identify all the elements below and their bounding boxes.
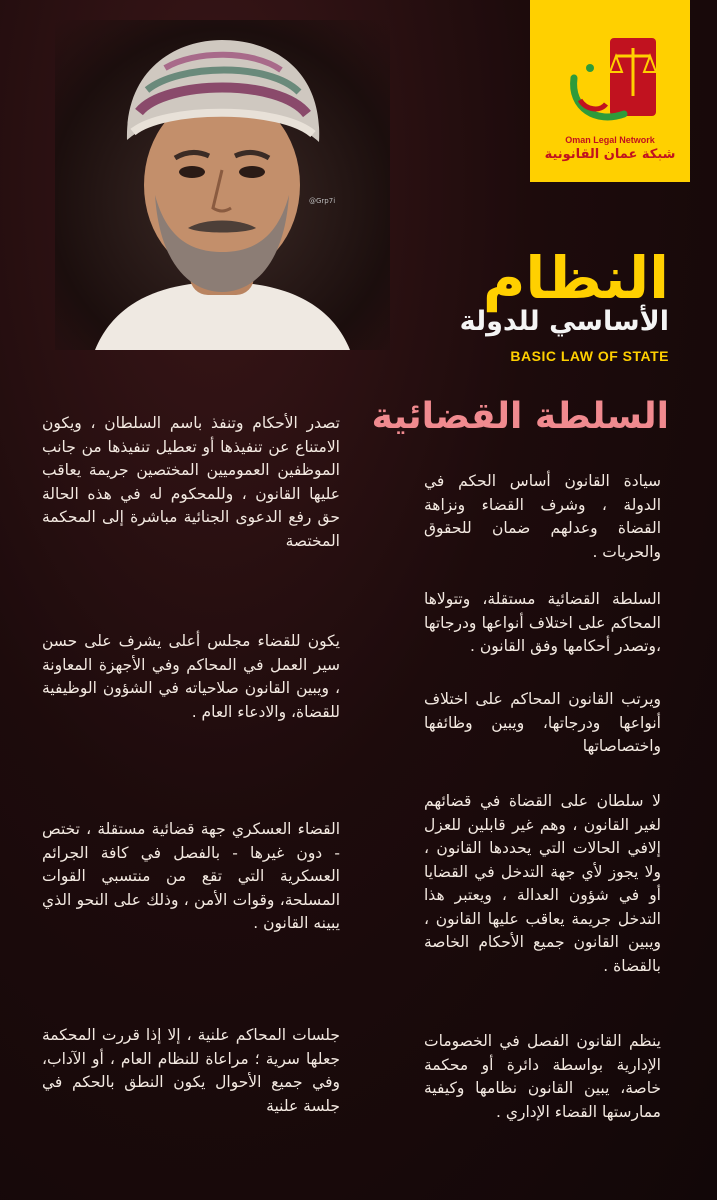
right-paragraph-3: [424, 688, 661, 759]
right-paragraph-2: [424, 588, 661, 659]
paragraph-text: تصدر الأحكام وتنفذ باسم السلطان ، ويكون الامتناع عن تنفيذها أو تعطيل تنفيذها من جانب الموظفين العموميين المختصين جريمة يعاقب عليها القانون ، وللمحكوم له في هذه الحالة حق رفع الدعوى الجنائية مباشرة إلى المحكمة المختصة: [42, 414, 340, 550]
left-paragraph-4: [42, 1024, 340, 1118]
section-heading: السلطة القضائية: [371, 396, 669, 437]
title-english: BASIC LAW OF STATE: [510, 348, 669, 364]
portrait-photo: [55, 20, 390, 350]
paragraph-text: سيادة القانون أساس الحكم في الدولة ، وشرف القضاء ونزاهة القضاة وعدلهم ضمان للحقوق والحريات .: [424, 472, 661, 561]
title-main: النظام: [482, 244, 669, 312]
paragraph-text: ويرتب القانون المحاكم على اختلاف أنواعها ودرجاتها، ويبين وظائفها واختصاصاتها: [424, 690, 661, 755]
right-paragraph-5: [424, 1030, 661, 1124]
left-paragraph-2: [42, 630, 340, 724]
paragraph-text: القضاء العسكري جهة قضائية مستقلة ، تختص - دون غيرها - بالفصل في كافة الجرائم العسكرية التي تقع من منتسبي القوات المسلحة، وقوات الأمن ، وذلك على النحو الذي يبينه القانون .: [42, 820, 340, 932]
paragraph-text: ينظم القانون الفصل في الخصومات الإدارية بواسطة دائرة أو محكمة خاصة، يبين القانون نظامها وكيفية ممارستها القضاء الإداري .: [424, 1032, 661, 1121]
portrait-illustration: [55, 20, 390, 350]
logo-english-name: Oman Legal Network: [565, 135, 655, 145]
right-paragraph-1: [424, 470, 661, 564]
photo-credit: @Grp7i: [309, 197, 336, 205]
paragraph-text: لا سلطان على القضاة في قضائهم لغير القانون ، وهم غير قابلين للعزل إلافي الحالات التي يحددها القانون ، ولا يجوز لأي جهة التدخل في القضايا أو في شؤون العدالة ، ويعتبر هذا التدخل جريمة يعاقب عليها القانون ، ويبين القانون جميع الأحكام الخاصة بالقضاة .: [424, 792, 661, 975]
title-sub: الأساسي للدولة: [459, 306, 669, 337]
right-paragraph-4: [424, 790, 661, 978]
left-paragraph-1: [42, 412, 340, 553]
column-divider: [355, 415, 356, 1150]
scales-of-justice-icon: [566, 38, 658, 130]
logo-arabic-name: شبكة عمان القانونية: [544, 147, 676, 162]
paragraph-text: السلطة القضائية مستقلة، وتتولاها المحاكم على اختلاف أنواعها ودرجاتها ،وتصدر أحكامها وفق القانون .: [424, 590, 661, 655]
left-paragraph-3: [42, 818, 340, 936]
oman-legal-network-logo: [530, 0, 690, 182]
paragraph-text: جلسات المحاكم علنية ، إلا إذا قررت المحكمة جعلها سرية ؛ مراعاة للنظام العام ، أو الآداب، وفي جميع الأحوال يكون النطق بالحكم في جلسة علنية: [42, 1026, 340, 1115]
paragraph-text: يكون للقضاء مجلس أعلى يشرف على حسن سير العمل في المحاكم وفي الأجهزة المعاونة ، ويبين القانون صلاحياته في الشؤون الوظيفية للقضاة، والادعاء العام .: [42, 632, 340, 721]
